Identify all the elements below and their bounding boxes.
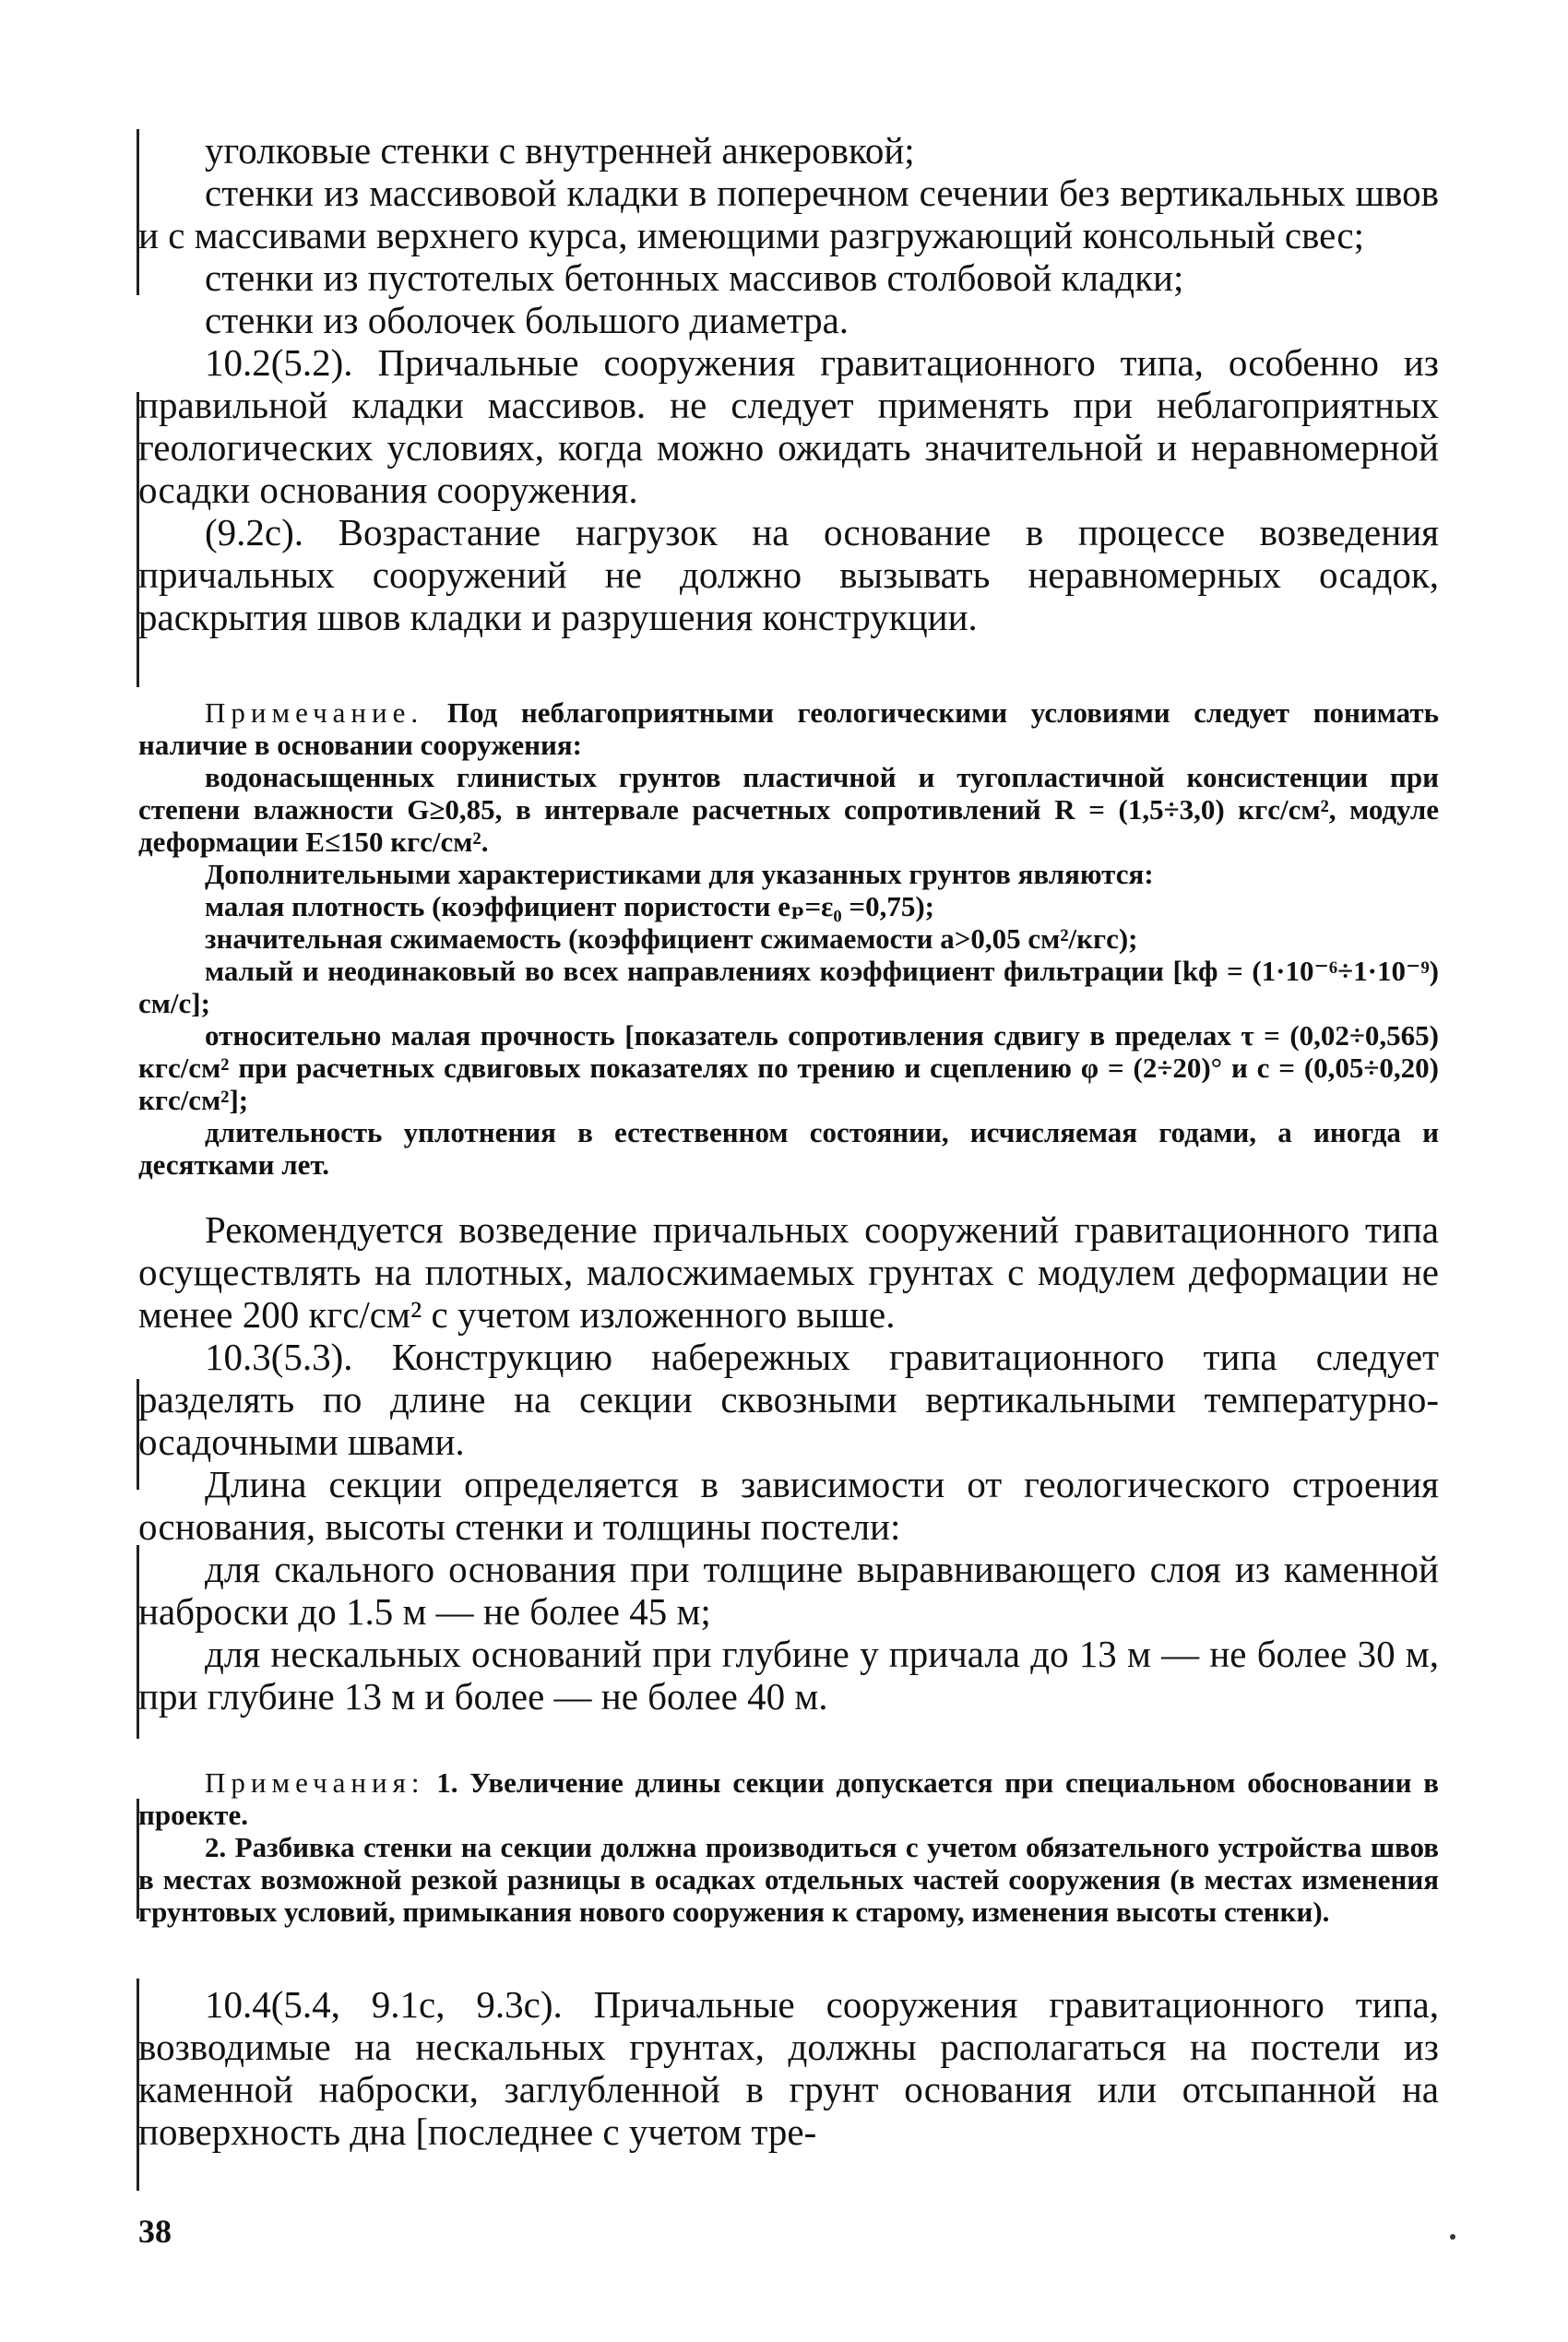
note-item: относительно малая прочность [показатель сопротивления сдвигу в пределах τ = (0,02÷0,565) кгс/см² при расчетных сдвиговых показателях по трению и сцеплению φ = (2÷20)° и c = (0,05÷0,20) кгс/см²]; <box>138 1019 1439 1116</box>
note-item: малый и неодинаковый во всех направлениях коэффициент фильтрации [kф = (1·10⁻⁶÷1·10⁻⁹) см/с]; <box>138 955 1439 1019</box>
note-item: малая плотность (коэффициент пористости eₚ=ε₀ =0,75); <box>205 890 934 922</box>
paragraph: для нескальных оснований при глубине у причала до 13 м — не более 30 м, при глубине 13 м и более — не более 40 м. <box>138 1633 1439 1718</box>
paragraph: стенки из оболочек большого диаметра. <box>205 299 849 341</box>
paragraph: стенки из пустотелых бетонных массивов столбовой кладки; <box>205 256 1184 299</box>
note-item: Дополнительными характеристиками для указанных грунтов являются: <box>205 858 1154 890</box>
paragraph: 10.4(5.4, 9.1с, 9.3с). Причальные сооружения гравитационного типа, возводимые на нескальных грунтах, должны располагаться на постели из каменной наброски, заглубленной в грунт основания или отсыпанной на поверхность дна [последнее с учетом тре- <box>138 1983 1439 2153</box>
note-block-2 <box>138 1766 1439 1928</box>
paragraph: уголковые стенки с внутренней анкеровкой; <box>205 129 915 172</box>
note-item-text: 1. Увеличение длины секции допускается при специальном обосновании в проекте. <box>138 1766 1439 1831</box>
note-intro-text: Под неблагоприятными геологическими условиями следует понимать наличие в основании сооружения: <box>138 696 1439 761</box>
paragraph: Длина секции определяется в зависимости от геологического строения основания, высоты стенки и толщины постели: <box>138 1463 1439 1548</box>
note-item: 2. Разбивка стенки на секции должна производиться с учетом обязательного устройства швов в местах возможной резкой разницы в осадках отдельных частей сооружения (в местах изменения грунтовых условий, примыкания нового сооружения к старому, изменения высоты стенки). <box>138 1831 1439 1928</box>
paragraph: 10.3(5.3). Конструкцию набережных гравитационного типа следует разделять по длине на секции сквозными вертикальными температурно-осадочными швами. <box>138 1336 1439 1463</box>
page-number: 38 <box>138 2213 172 2250</box>
note-block-1 <box>138 696 1439 1181</box>
note-item <box>138 1766 1439 1831</box>
main-text-block-3 <box>138 1983 1439 2153</box>
paragraph: для скального основания при толщине выравнивающего слоя из каменной наброски до 1.5 м — не более 45 м; <box>138 1548 1439 1633</box>
note-label: Примечания: <box>205 1766 425 1799</box>
note-item: значительная сжимаемость (коэффициент сжимаемости a>0,05 см²/кгс); <box>205 922 1138 955</box>
paragraph: 10.2(5.2). Причальные сооружения гравитационного типа, особенно из правильной кладки массивов. не следует применять при неблагоприятных геологических условиях, когда можно ожидать значительной и неравномерной осадки основания сооружения. <box>138 341 1439 511</box>
note-item: водонасыщенных глинистых грунтов пластичной и тугопластичной консистенции при степени влажности G≥0,85, в интервале расчетных сопротивлений R = (1,5÷3,0) кгс/см², модуле деформации E≤150 кгс/см². <box>138 761 1439 858</box>
note-intro <box>138 696 1439 761</box>
note-label: Примечание. <box>205 696 424 729</box>
paragraph: (9.2с). Возрастание нагрузок на основание в процессе возведения причальных сооружений не должно вызывать неравномерных осадок, раскрытия швов кладки и разрушения конструкции. <box>138 511 1439 638</box>
main-text-block-2 <box>138 1208 1439 1718</box>
paragraph: стенки из массивовой кладки в поперечном сечении без вертикальных швов и с массивами верхнего курса, имеющими разгружающий консольный свес; <box>138 172 1439 256</box>
main-text-block-1 <box>138 129 1439 638</box>
note-item: длительность уплотнения в естественном состоянии, исчисляемая годами, а иногда и десятками лет. <box>138 1116 1439 1181</box>
scan-dot <box>1450 2234 1455 2240</box>
paragraph: Рекомендуется возведение причальных сооружений гравитационного типа осуществлять на плотных, малосжимаемых грунтах с модулем деформации не менее 200 кгс/см² с учетом изложенного выше. <box>138 1208 1439 1336</box>
